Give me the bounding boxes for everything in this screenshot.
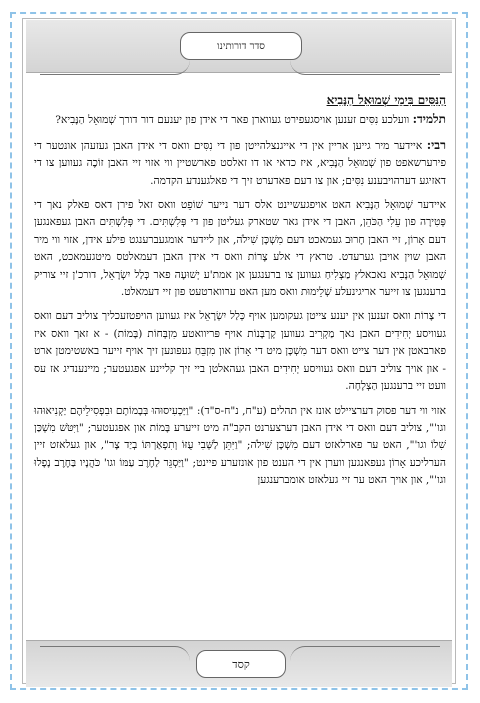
footer-ornament-left [40,646,190,661]
answer-text: איידער מיר גייען אריין אין די אייגנצלהייטן פון די נִסִּים וואס די אידן האבן געזעהן אונטער די פירערשאפט פון שְׁמוּאֵל הַנָּבִיא, איז כדאי או דו זאלסט פארשטיין ווי אזוי זיי האבן זוֹכֶה געווען צו די דאזיגע דערהויבענע נִסִּים; און צו דעם פאדערט זיך די פאלגענדע הקדמה. [34,139,446,187]
question-paragraph [34,111,446,129]
answer-paragraph [34,137,446,190]
article-body [34,92,446,632]
body-paragraph-3: אזוי ווי דער פסוק דערציילט אונז אין תהלים (ע"ח, נ"ח-ס"ד): "וַיַּכְעִיסוּהוּ בְּבָמוֹתָם וּבִפְסִילֵיהֶם יַקְנִיאוּהוּ וגו'", צוליב דעם וואס די אידן האבן דערצערנט הקב"ה מיט זייערע בָּמוֹת און אפגעטער; "וַיִּטֹּשׁ מִשְׁכַּן שִׁלוֹ וגו'", האט ער פארלאזט דעם מִשְׁכָּן שִׁילֹה; "וַיִּתֵּן לַשְּׁבִי עֻזּוֹ וְתִפְאַרְתּוֹ בְיַד צָר", און געלאזט זיין הערליכע אָרוֹן געפאנגען ווערן אין די הענט פון אונזערע פיינט; "וַיַּסְגֵּר לַחֶרֶב עַמּוֹ וגו' כֹּהֲנָיו בַּחֶרֶב נָפָלוּ וגו'", און אויך האט ער זיי געלאזט אומברענגען [34,404,446,487]
body-paragraph-2: די צָרוֹת וואס זענען אין יענע צייטן געקומען אויף כְּלַל יִשְׂרָאֵל איז געווען הויפטזעכליך צוליב דעם וואס געוויסע יְחִידִים האבן נאך מַקְרִיב געווען קָרְבָּנוֹת אויף פּריוואטע מִזְבְּחוֹת (בָּמוֹת) - א זאך וואס איז פארבאטן אין דער צייט וואס דער מִשְׁכָּן מיט די אָרוֹן און מִזְבֵּחַ געפונען זיך אויף זייער באשטימטן ארט - און אויך צוליב דעם וואס געוויסע יְחִידִים האבן געהאלטן ביי זיך קליינע אפגעטער; מיינענדיג אז עס וועט זיי ברענגען הַצְלָחָה. [34,310,446,393]
answer-speaker: רבי: [426,137,446,152]
body-paragraph-1: איידער שְׁמוּאֵל הַנָּבִיא האט אויפגעשיינט אלס דער נייער שׁוֹפֵט וואס זאל פירן דאס פאלק נאך די פְּטִירָה פון עֵלִי הַכֹּהֵן, האבן די אידן גאר שטארק געליטן פון די פְּלִשְׁתִּים. די פְּלִשְׁתִּים האבן געפאנגען דעם אָרוֹן, זיי האבן חָרוּב געמאכט דעם מִשְׁכָּן שִׁילֹה, און ליידער אומגעברענגט פילע אידן, אזוי ווי מיר האבן שוין אויבן גערעדט. טראץ די אלע צָרוֹת וואס די אידן האבן דעמאלטס מיטגעמאכט, האט שְׁמוּאֵל הַנָּבִיא נאכאלץ מַצְלִיחַ געווען צו ברענגען אן אמת'ע יְשׁוּעָה פאר כְּלַל יִשְׂרָאֵל, דורכ'ן זיי צוריק ברענגען צו זייער אריגינעלע שְׁלֵימוּת וואס מען האט ערווארטעט פון זיי דעמאלט. [34,199,446,299]
header-ornament-left [40,60,190,75]
header-ornament-right [290,60,440,75]
page-number: קסד [196,650,286,678]
question-text: וועלכע נִסִּים זענען אויסגעפירט געווארן פאר די אידן פון יענעם דור דורך שְׁמוּאֵל הַנָּבִיא? [55,114,410,127]
footer-ornament-right [290,646,440,661]
running-title: סדר דורותינו [180,32,302,60]
question-speaker: תלמיד: [412,112,446,127]
article-title: הַנִּסִּים בִּימֵי שְׁמוּאֵל הַנָּבִיא [326,93,446,107]
